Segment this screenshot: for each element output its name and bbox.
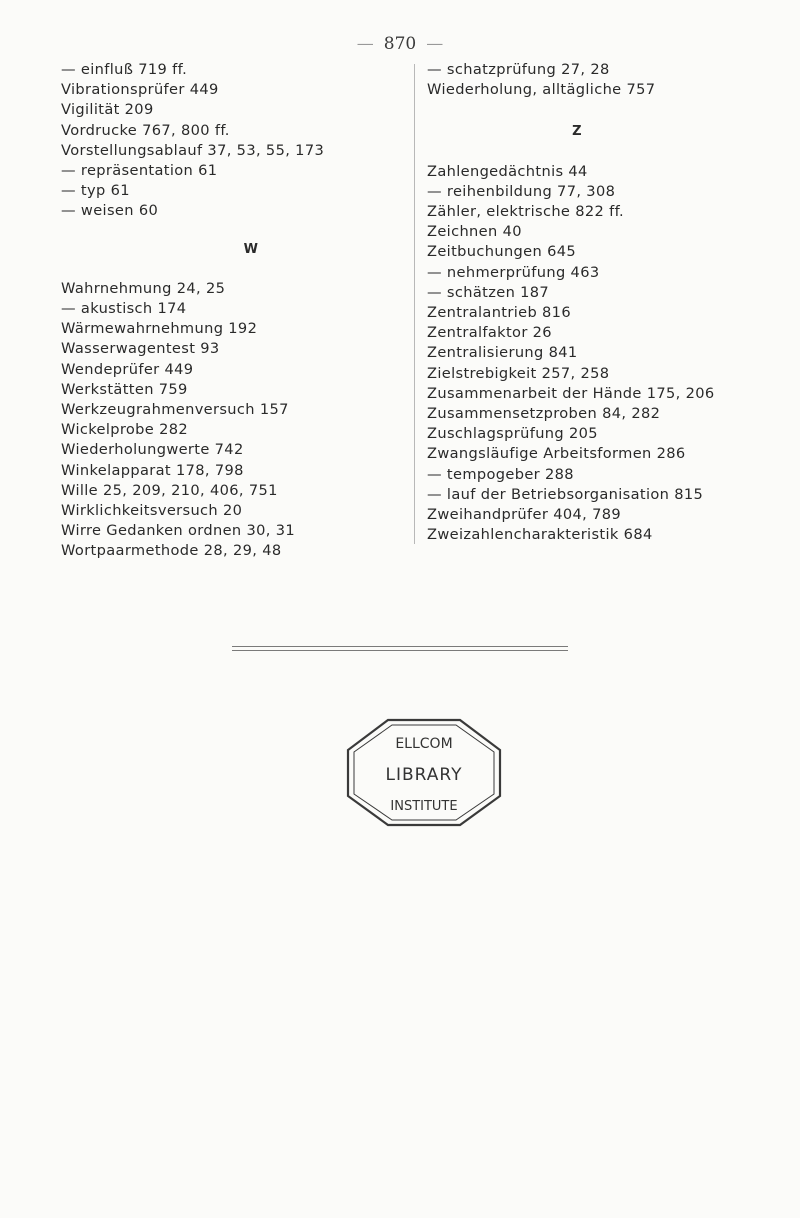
index-entry: — akustisch 174	[61, 300, 187, 318]
header-dash-right: —	[426, 34, 444, 54]
index-entry: Werkstätten 759	[61, 380, 188, 398]
index-entry: Zentralisierung 841	[427, 344, 578, 362]
index-entry: Wiederholung, alltägliche 757	[427, 81, 656, 99]
index-entry: Zusammenarbeit der Hände 175, 206	[427, 384, 715, 402]
index-entry: — weisen 60	[61, 202, 159, 220]
index-entry: Wiederholungwerte 742	[61, 441, 244, 459]
index-entry: Vibrationsprüfer 449	[61, 81, 219, 99]
index-entry: — typ 61	[61, 182, 130, 200]
stamp-top-text: ELLCOM	[395, 736, 453, 752]
page-number: 870	[383, 34, 417, 54]
index-entry: Zentralfaktor 26	[427, 324, 552, 342]
index-entry: — repräsentation 61	[61, 162, 218, 180]
index-entry: Winkelapparat 178, 798	[61, 461, 244, 479]
index-entry: Zusammensetzproben 84, 282	[427, 405, 661, 423]
header-dash-left: —	[356, 34, 374, 54]
index-entry: Wirre Gedanken ordnen 30, 31	[61, 522, 296, 540]
index-entry: — schatzprüfung 27, 28	[427, 61, 610, 78]
index-entry: Zeichnen 40	[427, 223, 522, 241]
footer-rule-bottom	[232, 650, 568, 651]
index-entry: Zweihandprüfer 404, 789	[427, 506, 621, 524]
index-column-left	[61, 60, 413, 562]
library-stamp	[326, 714, 522, 830]
index-entry: Zweizahlencharakteristik 684	[427, 526, 653, 544]
index-entry: — reihenbildung 77, 308	[427, 182, 616, 200]
index-entry: Zeitbuchungen 645	[427, 243, 576, 261]
index-entry: Wille 25, 209, 210, 406, 751	[61, 481, 278, 499]
index-entry: Zentralantrieb 816	[427, 304, 571, 322]
index-entry: — lauf der Betriebsorganisation 815	[427, 485, 704, 503]
index-column-right	[427, 60, 787, 545]
index-entry: — nehmerprüfung 463	[427, 263, 600, 281]
index-entry: Werkzeugrahmenversuch 157	[61, 401, 289, 419]
index-entry: Wortpaarmethode 28, 29, 48	[61, 542, 282, 560]
index-entry: Wirklichkeitsversuch 20	[61, 502, 243, 520]
entry-list-v	[61, 60, 413, 222]
entry-list-w-continued	[427, 60, 787, 100]
column-divider	[414, 64, 415, 544]
index-entry: Wickelprobe 282	[61, 421, 189, 439]
footer-rule-top	[232, 646, 568, 647]
index-entry: Zuschlagsprüfung 205	[427, 425, 598, 443]
index-entry: Wahrnehmung 24, 25	[61, 279, 226, 297]
section-letter-z: Z	[572, 124, 582, 140]
index-entry: — schätzen 187	[427, 283, 550, 301]
index-entry: Zwangsläufige Arbeitsformen 286	[427, 445, 686, 463]
index-entry: Wärmewahrnehmung 192	[61, 320, 258, 338]
stamp-middle-text: LIBRARY	[385, 765, 463, 785]
index-entry: — einfluß 719 ff.	[61, 61, 188, 78]
index-entry: Zielstrebigkeit 257, 258	[427, 364, 610, 382]
index-entry: Wasserwagentest 93	[61, 340, 220, 358]
section-letter-w: W	[243, 241, 259, 257]
index-entry: Vigilität 209	[61, 101, 154, 119]
index-entry: Vordrucke 767, 800 ff.	[61, 121, 230, 139]
entry-list-z	[427, 162, 787, 546]
page-header	[0, 34, 800, 54]
entry-list-w	[61, 279, 413, 562]
index-entry: Zähler, elektrische 822 ff.	[427, 203, 625, 221]
stamp-bottom-text: INSTITUTE	[390, 799, 458, 814]
index-entry: Wendeprüfer 449	[61, 360, 194, 378]
index-entry: Zahlengedächtnis 44	[427, 162, 588, 180]
index-entry: Vorstellungsablauf 37, 53, 55, 173	[61, 141, 325, 159]
index-entry: — tempogeber 288	[427, 465, 574, 483]
